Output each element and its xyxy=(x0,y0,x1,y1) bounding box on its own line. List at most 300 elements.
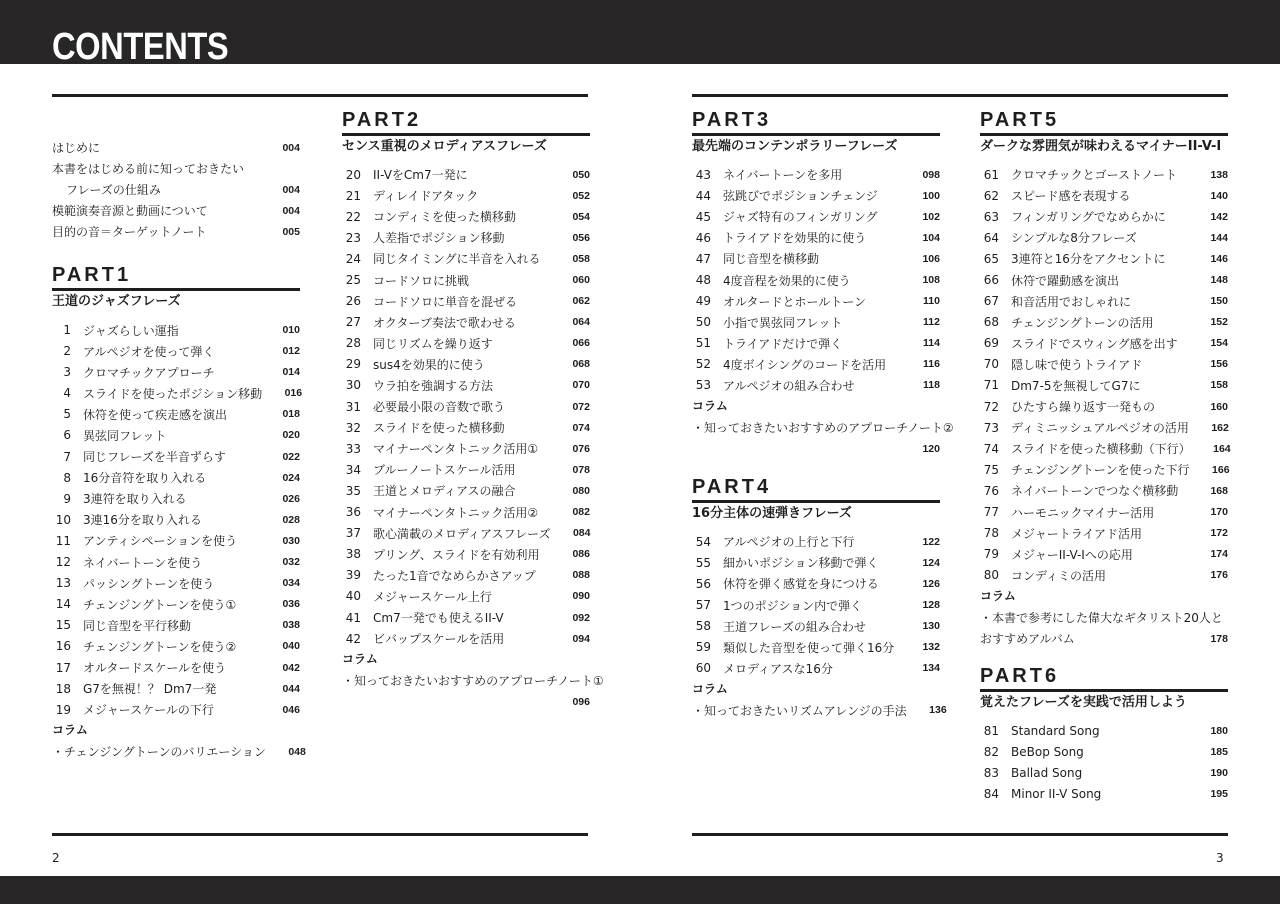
entry-page: 062 xyxy=(572,295,590,308)
entry-page: 038 xyxy=(282,619,300,632)
entry-title: ・知っておきたいリズムアレンジの手法 xyxy=(692,703,907,718)
entry-title: ジャズ特有のフィンガリング xyxy=(723,210,878,225)
toc-entry[interactable] xyxy=(692,658,940,679)
entry-title: シンプルな8分フレーズ xyxy=(1011,231,1137,246)
entry-title: オクターブ奏法で歌わせる xyxy=(373,315,516,330)
toc-entry[interactable] xyxy=(692,531,940,552)
entry-page: 068 xyxy=(572,358,590,371)
part-label: PART4 xyxy=(692,475,940,503)
entry-title: 隠し味で使うトライアド xyxy=(1011,357,1143,372)
column-label: コラム xyxy=(342,652,378,667)
entry-number: 45 xyxy=(695,209,711,224)
toc-entry[interactable] xyxy=(52,446,300,467)
part-label: PART6 xyxy=(980,664,1228,692)
entry-title: メジャースケール上行 xyxy=(373,589,492,604)
entry-page: 010 xyxy=(282,324,300,337)
entry-title: Standard Song xyxy=(1011,723,1100,738)
entry-page: 162 xyxy=(1211,421,1229,434)
entry-title: 異弦同フレット xyxy=(83,428,167,443)
toc-entry[interactable] xyxy=(342,417,590,438)
entry-title: 和音活用でおしゃれに xyxy=(1011,294,1132,309)
entry-number: 44 xyxy=(695,188,711,203)
entry-number: 42 xyxy=(345,631,361,646)
entry-title: マイナーペンタトニック活用① xyxy=(373,442,539,457)
column-entry[interactable] xyxy=(52,741,306,762)
entry-page: 152 xyxy=(1210,316,1228,329)
toc-entry[interactable] xyxy=(980,291,1228,312)
entry-title: マイナーペンタトニック活用② xyxy=(373,505,539,520)
toc-entry[interactable] xyxy=(692,227,940,248)
entry-number: 78 xyxy=(983,526,999,541)
toc-entry[interactable] xyxy=(980,185,1228,206)
toc-entry[interactable] xyxy=(342,480,590,501)
entry-title: スライドを使った横移動（下行） xyxy=(1011,442,1191,457)
toc-entry[interactable] xyxy=(52,530,300,551)
toc-entry[interactable] xyxy=(692,291,940,312)
column-entry[interactable] xyxy=(692,417,954,438)
toc-entry[interactable] xyxy=(342,438,590,459)
toc-entry[interactable] xyxy=(980,312,1228,333)
toc-entry[interactable] xyxy=(342,312,590,333)
entry-page: 185 xyxy=(1210,745,1228,758)
entry-number: 15 xyxy=(55,618,71,633)
entry-number: 56 xyxy=(695,576,711,591)
entry-page: 110 xyxy=(923,295,940,308)
entry-number: 27 xyxy=(345,315,361,330)
toc-entry[interactable] xyxy=(692,616,940,637)
toc-entry[interactable] xyxy=(342,269,590,290)
toc-entry[interactable] xyxy=(52,594,300,615)
entry-title: チェンジングトーンを使った下行 xyxy=(1011,463,1190,478)
entry-title: 4度ボイシングのコードを活用 xyxy=(723,357,887,372)
column-label: コラム xyxy=(980,588,1016,603)
column-entry[interactable] xyxy=(692,438,940,459)
toc-entry[interactable] xyxy=(342,396,590,417)
entry-page: 132 xyxy=(922,641,940,654)
toc-entry[interactable] xyxy=(52,383,303,404)
entry-title: ネイバートーンを多用 xyxy=(723,168,843,183)
part2-section xyxy=(342,108,604,712)
entry-number: 76 xyxy=(983,483,999,498)
entry-number: 51 xyxy=(695,336,711,351)
entry-page: 016 xyxy=(284,387,303,400)
entry-title: sus4を効果的に使う xyxy=(373,357,485,372)
entry-page: 014 xyxy=(282,366,300,379)
entry-number: 79 xyxy=(983,547,999,562)
entry-page: 048 xyxy=(288,745,306,758)
entry-title: ディレイドアタック xyxy=(373,189,479,204)
entry-title: アンティシペーションを使う xyxy=(83,534,238,549)
entry-title: クロマチックアプローチ xyxy=(83,365,215,380)
entry-title: 王道とメロディアスの融合 xyxy=(373,484,516,499)
toc-entry[interactable] xyxy=(52,221,300,242)
column-entry[interactable] xyxy=(342,691,590,712)
entry-title: ・チェンジングトーンのバリエーション xyxy=(52,745,266,760)
entry-title: ネイバートーンでつなぐ横移動 xyxy=(1011,484,1179,499)
entry-page: 106 xyxy=(922,252,940,265)
entry-title: ・本書で参考にした偉大なギタリスト20人と xyxy=(980,610,1223,625)
toc-entry[interactable] xyxy=(980,248,1228,269)
entry-page: 060 xyxy=(572,274,590,287)
toc-entry[interactable] xyxy=(980,333,1228,354)
entry-number: 52 xyxy=(695,357,711,372)
intro-section xyxy=(52,137,300,242)
entry-page: 078 xyxy=(572,463,590,476)
entry-number: 67 xyxy=(983,294,999,309)
toc-entry[interactable] xyxy=(980,741,1228,762)
entry-number: 46 xyxy=(695,230,711,245)
toc-entry[interactable] xyxy=(692,248,940,269)
entry-title: ネイバートーンを使う xyxy=(83,555,203,570)
toc-entry[interactable] xyxy=(52,552,300,573)
toc-column-2 xyxy=(342,108,604,730)
entry-number: 10 xyxy=(55,512,71,527)
entry-title: トライアドを効果的に使う xyxy=(723,231,867,246)
toc-entry[interactable] xyxy=(980,762,1228,783)
entry-number: 43 xyxy=(695,167,711,182)
part6-section xyxy=(980,664,1228,804)
toc-entry[interactable] xyxy=(342,523,590,544)
toc-entry[interactable] xyxy=(980,783,1228,804)
entry-number: 49 xyxy=(695,294,711,309)
entry-title: チェンジングトーンの活用 xyxy=(1011,315,1154,330)
entry-title: ハーモニックマイナー活用 xyxy=(1011,505,1155,520)
entry-number: 34 xyxy=(345,462,361,477)
entry-page: 012 xyxy=(282,345,300,358)
toc-entry[interactable] xyxy=(52,158,300,179)
entry-title: メロディアスな16分 xyxy=(723,661,833,676)
entry-title: 細かいポジション移動で弾く xyxy=(723,556,879,571)
toc-entry[interactable] xyxy=(342,185,590,206)
page-number-left: 2 xyxy=(52,851,60,865)
toc-entry[interactable] xyxy=(52,200,300,221)
entry-page: 052 xyxy=(572,189,590,202)
bottom-rule-left xyxy=(52,833,588,836)
entry-title: たった1音でなめらかさアップ xyxy=(373,568,536,583)
column-entry[interactable] xyxy=(692,700,947,721)
entry-title: ウラ拍を強調する方法 xyxy=(373,378,494,393)
toc-entry[interactable] xyxy=(692,552,940,573)
toc-entry[interactable] xyxy=(980,720,1228,741)
toc-entry[interactable] xyxy=(52,467,300,488)
entry-title: BeBop Song xyxy=(1011,744,1084,759)
entry-page: 024 xyxy=(282,471,300,484)
entry-title: ・知っておきたいおすすめのアプローチノート② xyxy=(692,421,954,436)
toc-entry[interactable] xyxy=(980,438,1231,459)
entry-number: 28 xyxy=(345,336,361,351)
toc-entry[interactable] xyxy=(342,459,590,480)
toc-entry[interactable] xyxy=(980,269,1228,290)
entry-page: 046 xyxy=(282,703,300,716)
entry-number: 55 xyxy=(695,555,711,570)
entry-title: フレーズの仕組み xyxy=(66,183,161,198)
entry-page: 124 xyxy=(922,556,940,569)
entry-page: 138 xyxy=(1210,168,1228,181)
toc-entry[interactable] xyxy=(52,404,300,425)
entry-title: 4度音程を効果的に使う xyxy=(723,273,851,288)
toc-column-4 xyxy=(980,108,1231,822)
entry-number: 80 xyxy=(983,568,999,583)
entry-page: 054 xyxy=(572,210,590,223)
entry-page: 136 xyxy=(929,704,947,717)
entry-title: ひたすら繰り返す一発もの xyxy=(1011,400,1156,415)
entry-page: 096 xyxy=(572,695,590,708)
entry-title: 同じ音型を平行移動 xyxy=(83,618,192,633)
entry-title: ディミニッシュアルペジオの活用 xyxy=(1011,421,1189,436)
part1-section xyxy=(52,263,306,762)
toc-entry[interactable] xyxy=(342,164,590,185)
entry-number: 61 xyxy=(983,167,999,182)
entry-title: 同じリズムを繰り返す xyxy=(373,336,493,351)
entry-number: 29 xyxy=(345,357,361,372)
part-label: PART3 xyxy=(692,108,940,136)
toc-entry[interactable] xyxy=(52,509,300,530)
entry-title: 同じ音型を横移動 xyxy=(723,252,820,267)
entry-page: 170 xyxy=(1210,506,1228,519)
entry-title: チェンジングトーンを使う② xyxy=(83,639,237,654)
toc-entry[interactable] xyxy=(692,573,940,594)
entry-number: 19 xyxy=(55,702,71,717)
toc-entry[interactable] xyxy=(52,636,300,657)
toc-entry[interactable] xyxy=(52,678,300,699)
entry-number: 9 xyxy=(63,491,71,506)
toc-entry[interactable] xyxy=(692,164,940,185)
entry-title: ビバップスケールを活用 xyxy=(373,632,505,647)
toc-entry[interactable] xyxy=(52,319,300,340)
entry-page: 072 xyxy=(572,400,590,413)
toc-entry[interactable] xyxy=(52,699,300,720)
entry-title: スライドを使ったポジション移動 xyxy=(83,386,263,401)
toc-entry[interactable] xyxy=(52,615,300,636)
toc-entry[interactable] xyxy=(980,227,1228,248)
entry-number: 37 xyxy=(345,526,361,541)
entry-number: 81 xyxy=(983,723,999,738)
entry-page: 158 xyxy=(1210,379,1228,392)
top-rule-left xyxy=(52,94,588,97)
entry-page: 004 xyxy=(282,141,300,154)
entry-title: 3連16分を取り入れる xyxy=(83,513,202,528)
entry-title: 1つのポジション内で弾く xyxy=(723,598,863,613)
toc-entry[interactable] xyxy=(342,333,590,354)
toc-column-1 xyxy=(52,137,306,780)
entry-number: 38 xyxy=(345,547,361,562)
entry-number: 71 xyxy=(983,378,999,393)
entry-title: トライアドだけで弾く xyxy=(723,336,843,351)
entry-number: 75 xyxy=(983,462,999,477)
column-entry[interactable] xyxy=(980,607,1228,628)
toc-entry[interactable] xyxy=(692,595,940,616)
entry-page: 130 xyxy=(922,620,940,633)
entry-number: 68 xyxy=(983,315,999,330)
entry-page: 174 xyxy=(1210,548,1228,561)
entry-page: 134 xyxy=(922,662,940,675)
toc-entry[interactable] xyxy=(980,396,1228,417)
entry-number: 54 xyxy=(695,534,711,549)
entry-page: 044 xyxy=(282,682,300,695)
entry-number: 26 xyxy=(345,294,361,309)
entry-page: 178 xyxy=(1210,632,1228,645)
toc-entry[interactable] xyxy=(980,354,1228,375)
toc-entry[interactable] xyxy=(52,488,300,509)
toc-entry[interactable] xyxy=(342,628,590,649)
entry-title: 休符を弾く感覚を身につける xyxy=(723,577,879,592)
toc-entry[interactable] xyxy=(692,269,940,290)
entry-title: 休符で躍動感を演出 xyxy=(1011,273,1120,288)
entry-number: 41 xyxy=(345,610,361,625)
entry-page: 102 xyxy=(922,210,940,223)
entry-title: アルペジオを使って弾く xyxy=(83,344,215,359)
entry-number: 18 xyxy=(55,681,71,696)
entry-title: コードソロに単音を混ぜる xyxy=(373,294,518,309)
toc-entry[interactable] xyxy=(980,544,1228,565)
toc-entry[interactable] xyxy=(692,312,940,333)
entry-title: 同じフレーズを半音ずらす xyxy=(83,450,226,465)
toc-entry[interactable] xyxy=(52,362,300,383)
part-subtitle: 覚えたフレーズを実践で活用しよう xyxy=(980,695,1187,711)
toc-entry[interactable] xyxy=(980,523,1228,544)
entry-page: 104 xyxy=(922,231,940,244)
toc-entry[interactable] xyxy=(342,291,590,312)
toc-entry[interactable] xyxy=(52,573,300,594)
entry-page: 032 xyxy=(282,556,300,569)
entry-page: 005 xyxy=(282,225,300,238)
entry-page: 040 xyxy=(282,640,300,653)
toc-entry[interactable] xyxy=(342,248,590,269)
entry-page: 140 xyxy=(1210,189,1228,202)
toc-entry[interactable] xyxy=(52,341,300,362)
column-entry[interactable] xyxy=(980,628,1228,649)
toc-entry[interactable] xyxy=(52,137,300,158)
entry-number: 39 xyxy=(345,568,361,583)
toc-entry[interactable] xyxy=(342,565,590,586)
entry-page: 164 xyxy=(1213,442,1231,455)
entry-page: 160 xyxy=(1210,400,1228,413)
toc-entry[interactable] xyxy=(342,607,590,628)
entry-number: 24 xyxy=(345,251,361,266)
entry-title: コンディミの活用 xyxy=(1011,568,1107,583)
entry-page: 112 xyxy=(923,316,940,329)
toc-entry[interactable] xyxy=(342,502,590,523)
entry-page: 195 xyxy=(1210,787,1228,800)
entry-number: 11 xyxy=(55,533,71,548)
toc-entry[interactable] xyxy=(692,206,940,227)
entry-page: 156 xyxy=(1210,358,1228,371)
part-label: PART5 xyxy=(980,108,1228,136)
entry-page: 098 xyxy=(922,168,940,181)
entry-title: ・知っておきたいおすすめのアプローチノート① xyxy=(342,674,604,689)
column-entry[interactable] xyxy=(342,670,604,691)
toc-entry[interactable] xyxy=(980,480,1228,501)
entry-page: 086 xyxy=(572,548,590,561)
toc-entry[interactable] xyxy=(52,179,300,200)
entry-title: クロマチックとゴーストノート xyxy=(1011,168,1177,183)
toc-entry[interactable] xyxy=(342,375,590,396)
part-subtitle: 16分主体の速弾きフレーズ xyxy=(692,506,852,522)
entry-number: 13 xyxy=(55,576,71,591)
toc-entry[interactable] xyxy=(980,565,1228,586)
entry-number: 5 xyxy=(63,407,71,422)
toc-entry[interactable] xyxy=(342,586,590,607)
entry-number: 64 xyxy=(983,230,999,245)
toc-entry[interactable] xyxy=(342,544,590,565)
entry-title: 16分音符を取り入れる xyxy=(83,471,207,486)
entry-page: 116 xyxy=(923,358,940,371)
entry-page: 030 xyxy=(282,534,300,547)
toc-entry[interactable] xyxy=(692,375,940,396)
toc-entry[interactable] xyxy=(342,206,590,227)
entry-page: 066 xyxy=(572,337,590,350)
entry-title: チェンジングトーンを使う① xyxy=(83,597,237,612)
entry-number: 32 xyxy=(345,420,361,435)
toc-entry[interactable] xyxy=(52,425,300,446)
footer-band xyxy=(0,876,1280,904)
entry-page: 004 xyxy=(282,204,300,217)
toc-entry[interactable] xyxy=(980,459,1228,480)
entry-title: メジャーII-V-Iへの応用 xyxy=(1011,547,1133,562)
entry-page: 076 xyxy=(572,442,590,455)
entry-number: 7 xyxy=(63,449,71,464)
entry-page: 082 xyxy=(572,506,590,519)
entry-page: 028 xyxy=(282,513,300,526)
entry-number: 8 xyxy=(63,470,71,485)
entry-page: 154 xyxy=(1210,337,1228,350)
entry-title: Dm7-5を無視してG7に xyxy=(1011,378,1141,393)
entry-page: 148 xyxy=(1210,274,1228,287)
entry-number: 77 xyxy=(983,505,999,520)
toc-entry[interactable] xyxy=(692,637,940,658)
toc-entry[interactable] xyxy=(52,657,300,678)
entry-page: 118 xyxy=(923,379,940,392)
toc-entry[interactable] xyxy=(692,354,940,375)
toc-entry[interactable] xyxy=(692,185,940,206)
entry-number: 31 xyxy=(345,399,361,414)
column-label: コラム xyxy=(52,723,88,738)
entry-number: 35 xyxy=(345,483,361,498)
toc-entry[interactable] xyxy=(980,417,1228,438)
entry-page: 088 xyxy=(572,569,590,582)
entry-page: 058 xyxy=(572,252,590,265)
entry-number: 12 xyxy=(55,555,71,570)
entry-number: 48 xyxy=(695,273,711,288)
entry-title: 小指で異弦同フレット xyxy=(723,315,843,330)
entry-page: 074 xyxy=(572,421,590,434)
entry-page: 094 xyxy=(572,632,590,645)
entry-title: Cm7一発でも使えるII-V xyxy=(373,611,504,626)
toc-entry[interactable] xyxy=(980,164,1228,185)
entry-number: 57 xyxy=(695,598,711,613)
entry-page: 022 xyxy=(282,450,300,463)
entry-page: 070 xyxy=(572,379,590,392)
entry-page: 166 xyxy=(1212,463,1230,476)
entry-title: 類似した音型を使って弾く16分 xyxy=(723,640,895,655)
entry-number: 53 xyxy=(695,378,711,393)
toc-entry[interactable] xyxy=(692,333,940,354)
toc-entry[interactable] xyxy=(342,227,590,248)
entry-page: 064 xyxy=(572,316,590,329)
toc-entry[interactable] xyxy=(980,502,1228,523)
entry-number: 3 xyxy=(63,365,71,380)
entry-title: アルペジオの上行と下行 xyxy=(723,535,855,550)
bottom-rule-right xyxy=(692,833,1228,836)
toc-entry[interactable] xyxy=(980,375,1228,396)
toc-entry[interactable] xyxy=(342,354,590,375)
entry-number: 70 xyxy=(983,357,999,372)
toc-entry[interactable] xyxy=(980,206,1228,227)
entry-title: パッシングトーンを使う xyxy=(83,576,215,591)
entry-page: 042 xyxy=(282,661,300,674)
entry-number: 47 xyxy=(695,251,711,266)
entry-title: コードソロに挑戦 xyxy=(373,273,470,288)
